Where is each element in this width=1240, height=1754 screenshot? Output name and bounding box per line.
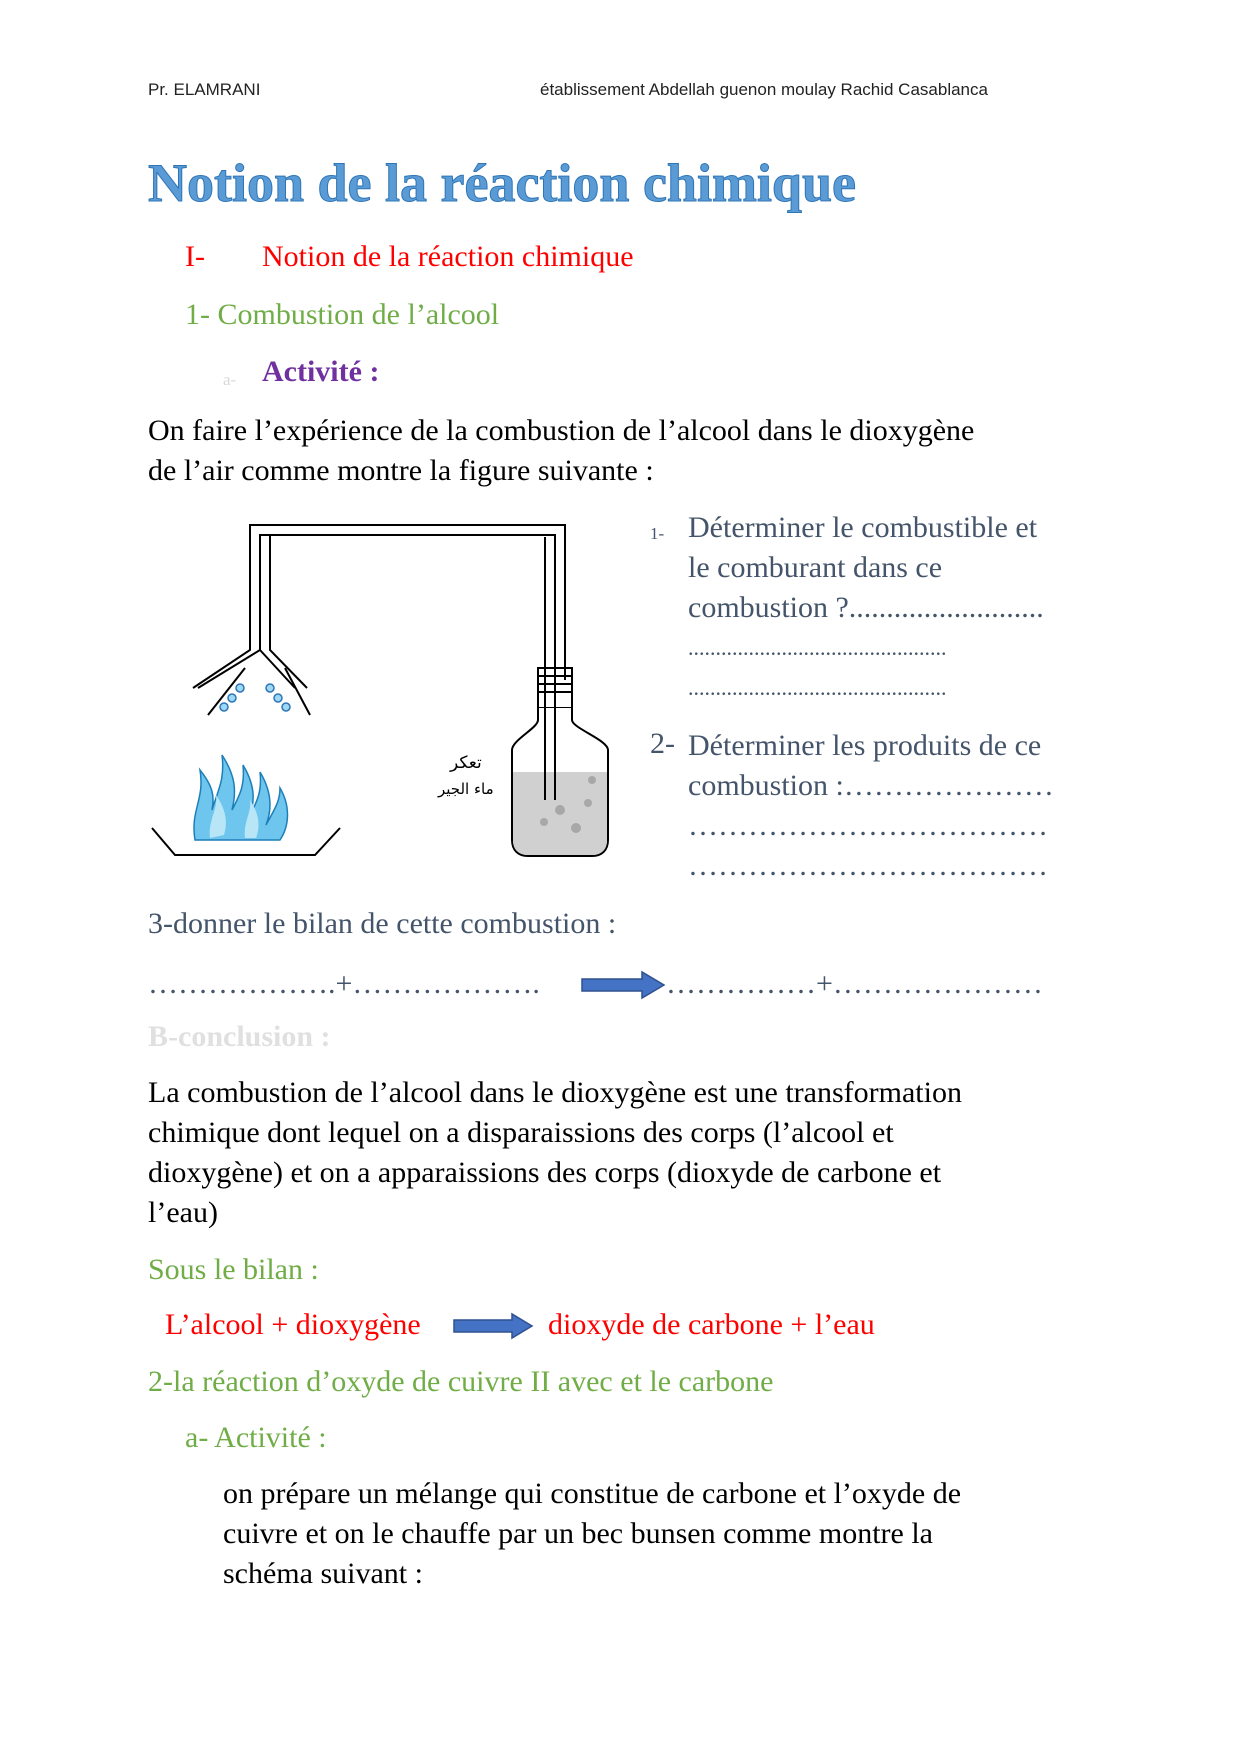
combustion-apparatus-figure [140,510,620,870]
subsection-title: 1- Combustion de l’alcool [185,298,500,331]
activity-number: a- [223,370,237,389]
question-2-line-1: Déterminer les produits de ce [688,729,1042,762]
question-1-line-5: ............................................... [688,675,947,700]
bilan-reactants: L’alcool + dioxygène [165,1308,421,1341]
conclusion-line-2: chimique dont lequel on a disparaissions des corps (l’alcool et [148,1116,894,1149]
question-1-line-2: le comburant dans ce [688,551,943,584]
section-title: Notion de la réaction chimique [262,240,634,273]
reaction-arrow-icon [580,970,666,1000]
question-2-line-2: combustion :………………… [688,769,1054,802]
question-1-number: 1- [650,524,665,543]
question-1-line-1: Déterminer le combustible et [688,511,1038,544]
flame-icon [194,755,288,840]
bilan-label: Sous le bilan : [148,1253,319,1286]
intro-line-2: de l’air comme montre la figure suivante : [148,454,654,487]
question-1-line-3: combustion ?.......................... [688,591,1044,624]
question-2-number: 2- [650,727,675,760]
bilan-products: dioxyde de carbone + l’eau [548,1308,875,1341]
question-3-products-blank: ……………+………………… [666,967,1043,1000]
conclusion-line-4: l’eau) [148,1196,218,1229]
activity-2-line-3: schéma suivant : [223,1557,423,1590]
activity-2-line-1: on prépare un mélange qui constitue de carbone et l’oxyde de [223,1477,962,1510]
glass-tube [193,525,565,688]
header-author: Pr. ELAMRANI [148,80,261,99]
activity-2-line-2: cuivre et on le chauffe par un bec bunsen comme montre la [223,1517,933,1550]
question-1-line-4: ............................................... [688,635,947,660]
question-2-line-4: ……………………………… [688,849,1048,882]
question-3-reactants-blank: ……………….+………………. [148,967,540,1000]
figure-label-limewater: ماء الجير [438,780,494,798]
intro-line-1: On faire l’expérience de la combustion de l’alcool dans le dioxygène [148,414,975,447]
question-2-line-3: ……………………………… [688,809,1048,842]
activity-heading: Activité : [262,355,380,388]
conclusion-line-1: La combustion de l’alcool dans le dioxygène est une transformation [148,1076,962,1109]
header-school: établissement Abdellah guenon moulay Rachid Casablanca [540,80,988,99]
conclusion-heading: B-conclusion : [148,1020,331,1053]
conclusion-line-3: dioxygène) et on a apparaissions des corps (dioxyde de carbone et [148,1156,942,1189]
activity-2-heading: a- Activité : [185,1421,327,1454]
question-3-label: 3-donner le bilan de cette combustion : [148,907,617,940]
water-droplets [220,684,290,711]
bilan-arrow-icon [452,1312,534,1340]
subsection-2-title: 2-la réaction d’oxyde de cuivre II avec et le carbone [148,1365,774,1398]
figure-label-turbidity: تعكر [450,753,482,773]
page-title: Notion de la réaction chimique [148,153,856,213]
section-number: I- [185,240,205,273]
